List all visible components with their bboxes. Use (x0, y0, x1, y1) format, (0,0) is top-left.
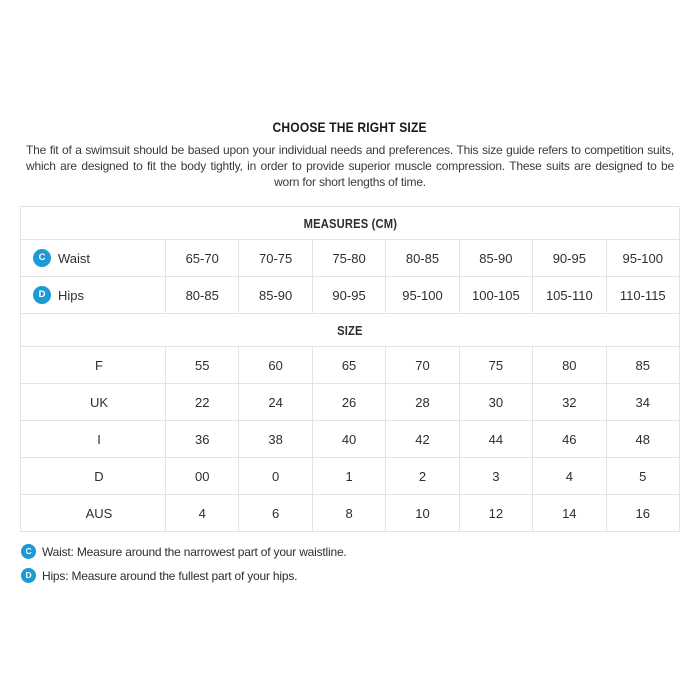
table-row-hips (21, 277, 680, 314)
waist-row-label: Waist (58, 250, 91, 266)
f-value-cell: 85 (606, 347, 679, 384)
uk-value-cell: 28 (386, 384, 459, 421)
table-row-f (21, 347, 680, 384)
uk-value-cell: 32 (533, 384, 606, 421)
size-guide-table (20, 206, 680, 532)
footnote-waist (21, 544, 680, 559)
d-value-cell: 0 (239, 458, 312, 495)
page-title-text: CHOOSE THE RIGHT SIZE (272, 119, 428, 135)
waist-value-cell: 95-100 (606, 240, 679, 277)
waist-value-cell: 80-85 (386, 240, 459, 277)
badge-c-icon: C (33, 249, 51, 267)
uk-row-label: UK (21, 384, 166, 421)
hips-value-cell: 85-90 (239, 277, 312, 314)
d-value-cell: 2 (386, 458, 459, 495)
f-value-cell: 55 (166, 347, 239, 384)
hips-row-label: Hips (58, 287, 85, 303)
badge-d-icon: D (21, 568, 36, 583)
i-row-label: I (21, 421, 166, 458)
badge-c-icon: C (21, 544, 36, 559)
waist-label-cell (21, 240, 166, 277)
d-value-cell: 00 (166, 458, 239, 495)
waist-value-cell: 75-80 (312, 240, 385, 277)
measures-header-cell (21, 207, 680, 240)
f-value-cell: 70 (386, 347, 459, 384)
aus-value-cell: 12 (459, 495, 532, 532)
measures-header-row (21, 207, 680, 240)
i-value-cell: 46 (533, 421, 606, 458)
measures-header-label: MEASURES (CM) (303, 215, 397, 231)
aus-value-cell: 4 (166, 495, 239, 532)
hips-value-cell: 100-105 (459, 277, 532, 314)
page-title (20, 119, 680, 135)
badge-d-icon: D (33, 286, 51, 304)
footnotes (20, 544, 680, 583)
d-value-cell: 3 (459, 458, 532, 495)
table-row-aus (21, 495, 680, 532)
hips-value-cell: 110-115 (606, 277, 679, 314)
hips-value-cell: 105-110 (533, 277, 606, 314)
uk-value-cell: 34 (606, 384, 679, 421)
size-header-cell (21, 314, 680, 347)
table-row-uk (21, 384, 680, 421)
i-value-cell: 36 (166, 421, 239, 458)
table-row-waist (21, 240, 680, 277)
hips-value-cell: 90-95 (312, 277, 385, 314)
waist-value-cell: 65-70 (166, 240, 239, 277)
aus-value-cell: 16 (606, 495, 679, 532)
i-value-cell: 48 (606, 421, 679, 458)
footnote-hips-text: Hips: Measure around the fullest part of your hips. (42, 568, 298, 583)
table-row-i (21, 421, 680, 458)
i-value-cell: 44 (459, 421, 532, 458)
f-value-cell: 60 (239, 347, 312, 384)
aus-value-cell: 6 (239, 495, 312, 532)
hips-value-cell: 80-85 (166, 277, 239, 314)
waist-value-cell: 85-90 (459, 240, 532, 277)
size-header-label: SIZE (337, 322, 363, 338)
f-value-cell: 75 (459, 347, 532, 384)
aus-value-cell: 10 (386, 495, 459, 532)
hips-label-cell (21, 277, 166, 314)
d-row-label: D (21, 458, 166, 495)
footnote-hips (21, 568, 680, 583)
f-value-cell: 80 (533, 347, 606, 384)
d-value-cell: 1 (312, 458, 385, 495)
uk-value-cell: 30 (459, 384, 532, 421)
d-value-cell: 5 (606, 458, 679, 495)
uk-value-cell: 22 (166, 384, 239, 421)
hips-value-cell: 95-100 (386, 277, 459, 314)
f-row-label: F (21, 347, 166, 384)
aus-value-cell: 8 (312, 495, 385, 532)
footnote-waist-text: Waist: Measure around the narrowest part of your waistline. (42, 544, 347, 559)
i-value-cell: 42 (386, 421, 459, 458)
uk-value-cell: 26 (312, 384, 385, 421)
table-row-d (21, 458, 680, 495)
d-value-cell: 4 (533, 458, 606, 495)
size-guide-page (20, 0, 680, 583)
uk-value-cell: 24 (239, 384, 312, 421)
intro-text: The fit of a swimsuit should be based upon your individual needs and preferences. This size guide refers to competition suits, which are designed to fit the body tightly, in order to provide superior muscle compression. These suits are designed to be worn for short lengths of time. (26, 143, 674, 189)
i-value-cell: 40 (312, 421, 385, 458)
waist-value-cell: 90-95 (533, 240, 606, 277)
f-value-cell: 65 (312, 347, 385, 384)
aus-value-cell: 14 (533, 495, 606, 532)
aus-row-label: AUS (21, 495, 166, 532)
size-header-row (21, 314, 680, 347)
i-value-cell: 38 (239, 421, 312, 458)
waist-value-cell: 70-75 (239, 240, 312, 277)
